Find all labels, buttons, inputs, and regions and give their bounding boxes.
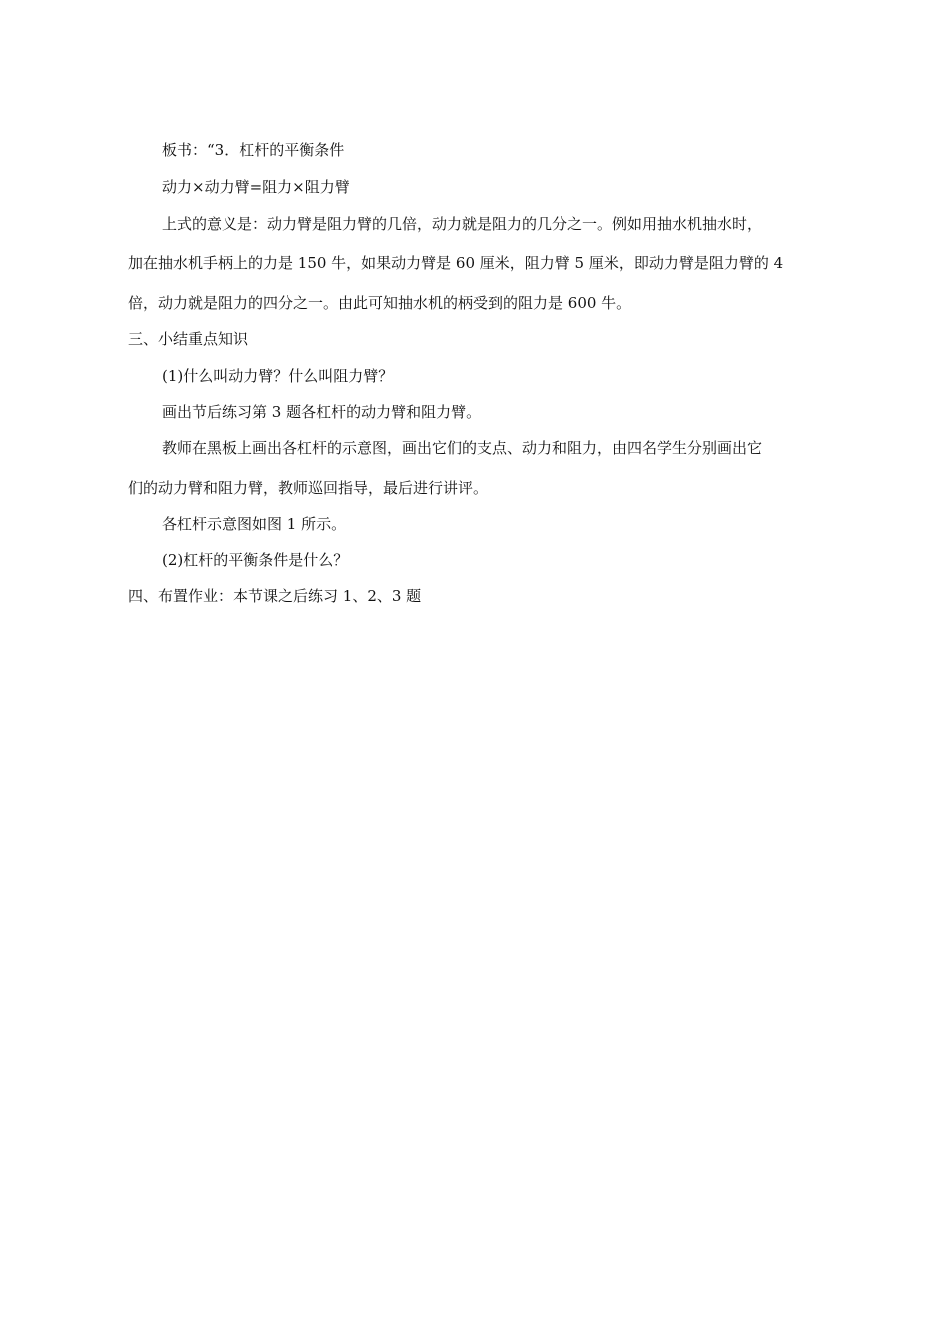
paragraph-line: 画出节后练习第 3 题各杠杆的动力臂和阻力臂。 (162, 403, 482, 421)
paragraph-line: 各杠杆示意图如图 1 所示。 (162, 515, 347, 533)
paragraph-line: 上式的意义是：动力臂是阻力臂的几倍，动力就是阻力的几分之一。例如用抽水机抽水时， (162, 215, 763, 233)
balance-formula: 动力×动力臂=阻力×阻力臂 (162, 178, 350, 196)
section-heading-summary: 三、小结重点知识 (128, 330, 249, 348)
paragraph-line: 倍，动力就是阻力的四分之一。由此可知抽水机的柄受到的阻力是 600 牛。 (128, 294, 632, 312)
board-heading: 板书：“3．杠杆的平衡条件 (162, 141, 345, 159)
paragraph-line: 加在抽水机手柄上的力是 150 牛，如果动力臂是 60 厘米，阻力臂 5 厘米，即动力臂是阻力臂的 4 (128, 254, 784, 272)
paragraph-line: 们的动力臂和阻力臂，教师巡回指导，最后进行讲评。 (128, 479, 489, 497)
question-line: (2)杠杆的平衡条件是什么？ (162, 551, 349, 569)
paragraph-line: 教师在黑板上画出各杠杆的示意图，画出它们的支点、动力和阻力，由四名学生分别画出它 (162, 439, 763, 457)
section-heading-homework: 四、布置作业：本节课之后练习 1、2、3 题 (128, 587, 422, 605)
question-line: (1)什么叫动力臂？什么叫阻力臂？ (162, 367, 394, 385)
